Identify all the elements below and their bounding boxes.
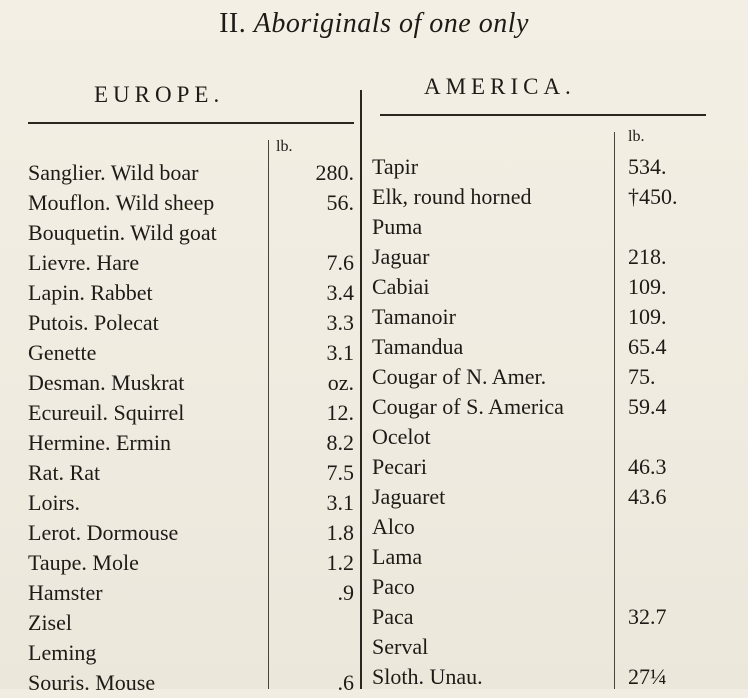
europe-unit-label: lb. xyxy=(276,138,293,155)
animal-weight: 43.6 xyxy=(628,484,667,509)
europe-animal-row xyxy=(28,518,358,548)
animal-name: Hermine. Ermin xyxy=(28,430,171,455)
europe-animal-row xyxy=(28,668,358,698)
animal-name: Ecureuil. Squirrel xyxy=(28,400,185,425)
animal-name: Desman. Muskrat xyxy=(28,370,185,395)
america-animal-row xyxy=(372,452,712,482)
animal-weight: .6 xyxy=(337,670,354,695)
animal-weight: 46.3 xyxy=(628,454,667,479)
animal-name: Puma xyxy=(372,214,423,239)
america-animal-row xyxy=(372,242,712,272)
animal-name: Tapir xyxy=(372,154,419,179)
animal-name: Leming xyxy=(28,640,97,665)
animal-weight: 109. xyxy=(628,304,667,329)
animal-name: Taupe. Mole xyxy=(28,550,139,575)
animal-weight: 75. xyxy=(628,364,656,389)
animal-weight: 7.5 xyxy=(326,460,354,485)
animal-weight: 280. xyxy=(315,160,354,185)
animal-name: Lama xyxy=(372,544,423,569)
europe-animal-row xyxy=(28,458,358,488)
america-heading-rule xyxy=(380,114,706,116)
animal-name: Tamandua xyxy=(372,334,464,359)
europe-animal-list xyxy=(28,158,358,698)
europe-animal-row xyxy=(28,158,358,188)
animal-name: Elk, round horned xyxy=(372,184,532,209)
animal-weight: 534. xyxy=(628,154,667,179)
animal-name: Sloth. Unau. xyxy=(372,664,483,689)
america-animal-row xyxy=(372,272,712,302)
animal-name: Hamster xyxy=(28,580,103,605)
animal-name: Rat. Rat xyxy=(28,460,101,485)
america-animal-row xyxy=(372,632,712,662)
america-animal-row xyxy=(372,392,712,422)
animal-weight: 12. xyxy=(326,400,354,425)
section-numeral: II. xyxy=(219,8,247,39)
europe-animal-row xyxy=(28,308,358,338)
animal-name: Alco xyxy=(372,514,415,539)
europe-animal-row xyxy=(28,578,358,608)
america-animal-row xyxy=(372,422,712,452)
europe-animal-row xyxy=(28,278,358,308)
animal-name: Pecari xyxy=(372,454,427,479)
animal-weight: 3.1 xyxy=(326,340,354,365)
america-unit-label: lb. xyxy=(628,128,645,145)
animal-name: Bouquetin. Wild goat xyxy=(28,220,217,245)
europe-animal-row xyxy=(28,488,358,518)
animal-weight: 27¼ xyxy=(628,664,667,689)
animal-weight: .9 xyxy=(337,580,354,605)
animal-name: Serval xyxy=(372,634,429,659)
europe-animal-row xyxy=(28,398,358,428)
europe-animal-row xyxy=(28,248,358,278)
animal-weight: 3.1 xyxy=(326,490,354,515)
animal-name: Cougar of S. America xyxy=(372,394,564,419)
animal-weight: 7.6 xyxy=(326,250,354,275)
animal-name: Mouflon. Wild sheep xyxy=(28,190,215,215)
column-divider xyxy=(360,90,362,689)
animal-name: Paca xyxy=(372,604,414,629)
america-animal-row xyxy=(372,332,712,362)
europe-animal-row xyxy=(28,428,358,458)
america-animal-row xyxy=(372,302,712,332)
europe-heading-rule xyxy=(28,122,354,124)
america-animal-row xyxy=(372,212,712,242)
animal-name: Lerot. Dormouse xyxy=(28,520,179,545)
animal-name: Lapin. Rabbet xyxy=(28,280,153,305)
america-animal-row xyxy=(372,482,712,512)
europe-animal-row xyxy=(28,218,358,248)
europe-animal-row xyxy=(28,638,358,668)
america-animal-row xyxy=(372,602,712,632)
animal-weight: 1.8 xyxy=(326,520,354,545)
animal-name: Cougar of N. Amer. xyxy=(372,364,547,389)
europe-animal-row xyxy=(28,338,358,368)
animal-name: Cabiai xyxy=(372,274,430,299)
animal-weight: 59.4 xyxy=(628,394,667,419)
animal-name: Paco xyxy=(372,574,415,599)
america-heading: AMERICA. xyxy=(424,74,576,99)
animal-name: Tamanoir xyxy=(372,304,456,329)
animal-name: Loirs. xyxy=(28,490,80,515)
america-animal-row xyxy=(372,152,712,182)
animal-name: Sanglier. Wild boar xyxy=(28,160,199,185)
animal-name: Jaguar xyxy=(372,244,430,269)
animal-weight: 32.7 xyxy=(628,604,667,629)
animal-weight: 109. xyxy=(628,274,667,299)
america-animal-list xyxy=(372,152,712,692)
animal-weight: 1.2 xyxy=(326,550,354,575)
animal-weight: 3.3 xyxy=(326,310,354,335)
europe-heading: EUROPE. xyxy=(94,82,225,107)
animal-name: Ocelot xyxy=(372,424,431,449)
animal-weight: 218. xyxy=(628,244,667,269)
europe-animal-row xyxy=(28,368,358,398)
animal-name: Jaguaret xyxy=(372,484,446,509)
america-animal-row xyxy=(372,542,712,572)
animal-name: Lievre. Hare xyxy=(28,250,140,275)
america-animal-row xyxy=(372,182,712,212)
america-animal-row xyxy=(372,512,712,542)
page-title xyxy=(0,8,748,40)
europe-animal-row xyxy=(28,188,358,218)
animal-weight: oz. xyxy=(327,370,354,395)
animal-name: Genette xyxy=(28,340,97,365)
europe-animal-row xyxy=(28,548,358,578)
animal-name: Putois. Polecat xyxy=(28,310,159,335)
animal-name: Zisel xyxy=(28,610,72,635)
america-animal-row xyxy=(372,572,712,602)
animal-weight: 3.4 xyxy=(326,280,354,305)
animal-weight: †450. xyxy=(628,184,678,209)
section-title: Aboriginals of one only xyxy=(253,8,529,39)
animal-weight: 8.2 xyxy=(326,430,354,455)
animal-weight: 65.4 xyxy=(628,334,667,359)
america-animal-row xyxy=(372,662,712,692)
animal-name: Souris. Mouse xyxy=(28,670,156,695)
animal-weight: 56. xyxy=(326,190,354,215)
europe-animal-row xyxy=(28,608,358,638)
america-animal-row xyxy=(372,362,712,392)
